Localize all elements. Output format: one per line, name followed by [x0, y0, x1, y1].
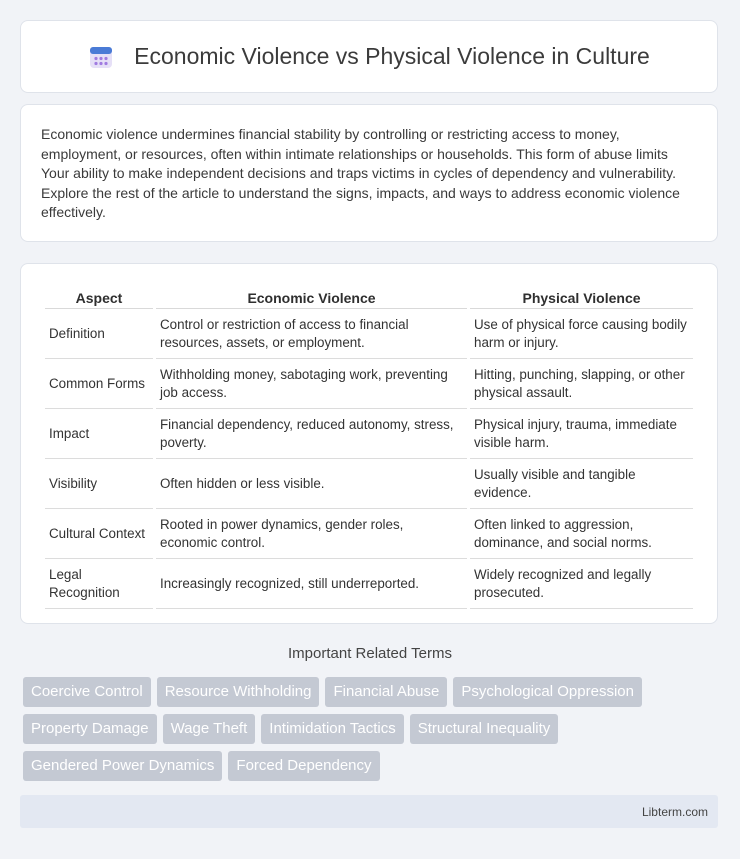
- term-tag[interactable]: Wage Theft: [163, 714, 256, 744]
- term-tag[interactable]: Coercive Control: [23, 677, 151, 707]
- cell-physical: Hitting, punching, slapping, or other physical assault.: [470, 359, 693, 409]
- table-row: [45, 409, 693, 459]
- cell-aspect: Impact: [45, 409, 153, 459]
- header-aspect: Aspect: [45, 286, 153, 309]
- term-tag[interactable]: Psychological Oppression: [453, 677, 642, 707]
- term-tag[interactable]: Financial Abuse: [325, 677, 447, 707]
- table-row: [45, 559, 693, 609]
- cell-economic: Often hidden or less visible.: [156, 459, 467, 509]
- footer: [20, 795, 718, 828]
- cell-physical: Usually visible and tangible evidence.: [470, 459, 693, 509]
- cell-physical: Use of physical force causing bodily harm or injury.: [470, 309, 693, 359]
- term-tag[interactable]: Forced Dependency: [228, 751, 379, 781]
- cell-physical: Physical injury, trauma, immediate visible harm.: [470, 409, 693, 459]
- cell-aspect: Definition: [45, 309, 153, 359]
- cell-economic: Financial dependency, reduced autonomy, stress, poverty.: [156, 409, 467, 459]
- related-terms-list: [23, 677, 723, 781]
- comparison-card: [20, 263, 718, 624]
- term-tag[interactable]: Gendered Power Dynamics: [23, 751, 222, 781]
- term-tag[interactable]: Intimidation Tactics: [261, 714, 403, 744]
- calendar-icon: [88, 44, 114, 70]
- intro-card: [20, 104, 718, 242]
- cell-aspect: Cultural Context: [45, 509, 153, 559]
- cell-economic: Increasingly recognized, still underreported.: [156, 559, 467, 609]
- comparison-table: [42, 286, 696, 609]
- table-row: [45, 459, 693, 509]
- table-row: [45, 309, 693, 359]
- related-terms-heading: Important Related Terms: [288, 645, 452, 662]
- cell-economic: Withholding money, sabotaging work, preventing job access.: [156, 359, 467, 409]
- cell-aspect: Common Forms: [45, 359, 153, 409]
- term-tag[interactable]: Resource Withholding: [157, 677, 320, 707]
- title-card: [20, 20, 718, 93]
- cell-economic: Rooted in power dynamics, gender roles, economic control.: [156, 509, 467, 559]
- cell-physical: Widely recognized and legally prosecuted.: [470, 559, 693, 609]
- header-economic: Economic Violence: [156, 286, 467, 309]
- cell-aspect: Visibility: [45, 459, 153, 509]
- term-tag[interactable]: Property Damage: [23, 714, 157, 744]
- table-header-row: [45, 286, 693, 309]
- cell-physical: Often linked to aggression, dominance, and social norms.: [470, 509, 693, 559]
- table-row: [45, 359, 693, 409]
- cell-economic: Control or restriction of access to financial resources, assets, or employment.: [156, 309, 467, 359]
- header-physical: Physical Violence: [470, 286, 693, 309]
- cell-aspect: Legal Recognition: [45, 559, 153, 609]
- page-title: Economic Violence vs Physical Violence in Culture: [134, 43, 650, 69]
- term-tag[interactable]: Structural Inequality: [410, 714, 559, 744]
- table-row: [45, 509, 693, 559]
- footer-site-link[interactable]: Libterm.com: [641, 804, 708, 819]
- intro-paragraph: Economic violence undermines financial stability by controlling or restricting access to money, employment, or resources, often within intimate relationships or households. This form of abuse limits Your ability to make independent decisions and traps victims in cycles of dependency and vulnerability. Explore the rest of the article to understand the signs, impacts, and ways to address economic violence effectively.: [41, 126, 680, 220]
